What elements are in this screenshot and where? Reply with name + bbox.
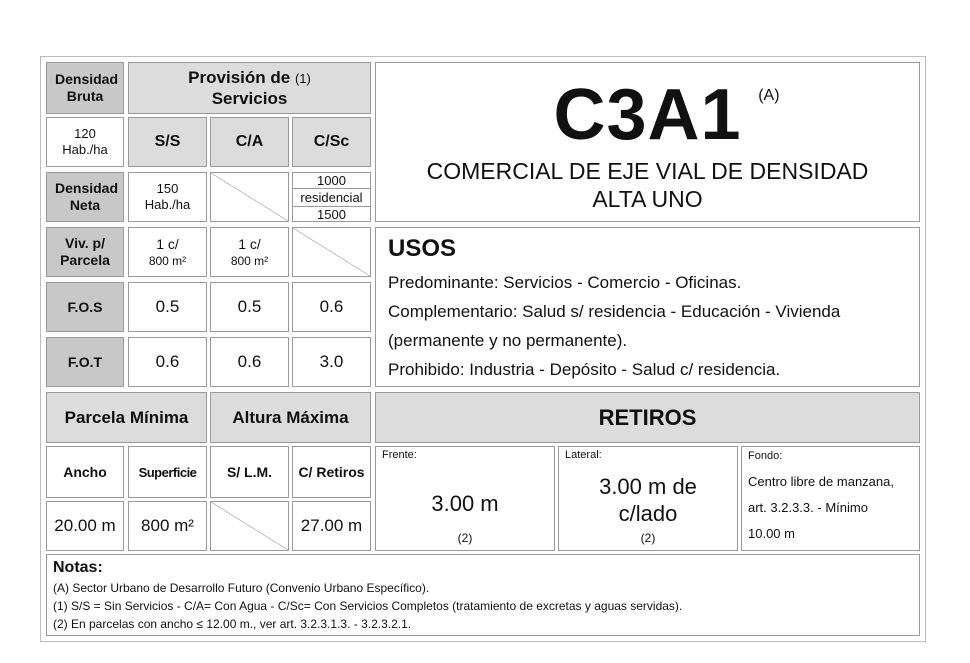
parcela-minima-header: Parcela Mínima	[46, 392, 207, 443]
retiro-frente	[375, 446, 555, 551]
frente-ref: (2)	[457, 531, 473, 545]
zone-title-box	[375, 62, 920, 222]
notas-title: Notas:	[53, 559, 103, 576]
nota-a: (A) Sector Urbano de Desarrollo Futuro (Convenio Urbano Específico).	[53, 581, 430, 595]
viv-csc-empty	[292, 227, 371, 277]
ancho-label: Ancho	[46, 446, 124, 498]
zone-code: C3A1	[553, 75, 742, 155]
provision-title: Provisión de	[188, 67, 291, 87]
densidad-bruta-label: Densidad Bruta	[46, 62, 124, 114]
fos-csc: 0.6	[292, 282, 371, 332]
lateral-label: Lateral:	[565, 449, 602, 461]
fos-ss: 0.5	[128, 282, 207, 332]
usos-predominante: Predominante: Servicios - Comercio - Oficinas.	[388, 273, 742, 292]
fondo-line-1: Centro libre de manzana,	[748, 474, 894, 489]
superficie-value: 800 m²	[128, 501, 207, 551]
fos-label: F.O.S	[46, 282, 124, 332]
frente-value: 3.00 m	[431, 490, 499, 516]
usos-title: USOS	[388, 235, 457, 262]
slm-empty	[210, 501, 289, 551]
slm-label: S/ L.M.	[210, 446, 289, 498]
cretiros-value: 27.00 m	[292, 501, 371, 551]
lateral-value-line-1: 3.00 m de	[599, 473, 697, 499]
col-header-ss: S/S	[128, 117, 207, 167]
densidad-bruta-value: 120 Hab./ha	[46, 117, 124, 167]
fondo-label: Fondo:	[748, 450, 783, 462]
densidad-neta-csc: 1000 residencial 1500	[292, 172, 371, 222]
lateral-value-line-2: c/lado	[618, 500, 678, 526]
retiros-header: RETIROS	[375, 392, 920, 443]
col-header-ca: C/A	[210, 117, 289, 167]
fot-ss: 0.6	[128, 337, 207, 387]
usos-complementario: Complementario: Salud s/ residencia - Educación - Vivienda	[388, 302, 841, 321]
nota-2: (2) En parcelas con ancho ≤ 12.00 m., ver art. 3.2.3.1.3. - 3.2.3.2.1.	[53, 617, 412, 631]
lateral-ref: (2)	[640, 531, 656, 545]
usos-box	[375, 227, 920, 387]
fot-label: F.O.T	[46, 337, 124, 387]
densidad-neta-label: Densidad Neta	[46, 172, 124, 222]
fondo-line-3: 10.00 m	[748, 526, 795, 541]
cretiros-label: C/ Retiros	[292, 446, 371, 498]
provision-header	[128, 62, 371, 114]
densidad-neta-ss: 150 Hab./ha	[128, 172, 207, 222]
zone-name-line-2: ALTA UNO	[592, 186, 703, 212]
usos-complementario-cont: (permanente y no permanente).	[388, 331, 628, 350]
superficie-label: Superficie	[128, 446, 207, 498]
viv-ca: 1 c/ 800 m²	[210, 227, 289, 277]
provision-subtitle: Servicios	[211, 88, 288, 108]
zone-name-line-1: COMERCIAL DE EJE VIAL DE DENSIDAD	[426, 158, 869, 184]
provision-ref: (1)	[294, 70, 311, 86]
fot-csc: 3.0	[292, 337, 371, 387]
viv-parcela-label: Viv. p/ Parcela	[46, 227, 124, 277]
notas-box	[46, 554, 920, 636]
fot-ca: 0.6	[210, 337, 289, 387]
fos-ca: 0.5	[210, 282, 289, 332]
col-header-csc: C/Sc	[292, 117, 371, 167]
nota-1: (1) S/S = Sin Servicios - C/A= Con Agua - C/Sc= Con Servicios Completos (tratamiento de excretas y aguas servidas).	[53, 599, 683, 613]
retiro-lateral	[558, 446, 738, 551]
densidad-neta-ca-empty	[210, 172, 289, 222]
retiro-fondo	[741, 446, 920, 551]
viv-ss: 1 c/ 800 m²	[128, 227, 207, 277]
zone-code-ref: (A)	[758, 87, 780, 104]
usos-prohibido: Prohibido: Industria - Depósito - Salud c/ residencia.	[388, 360, 781, 379]
frente-label: Frente:	[382, 449, 417, 461]
altura-maxima-header: Altura Máxima	[210, 392, 371, 443]
fondo-line-2: art. 3.2.3.3. - Mínimo	[748, 500, 868, 515]
ancho-value: 20.00 m	[46, 501, 124, 551]
